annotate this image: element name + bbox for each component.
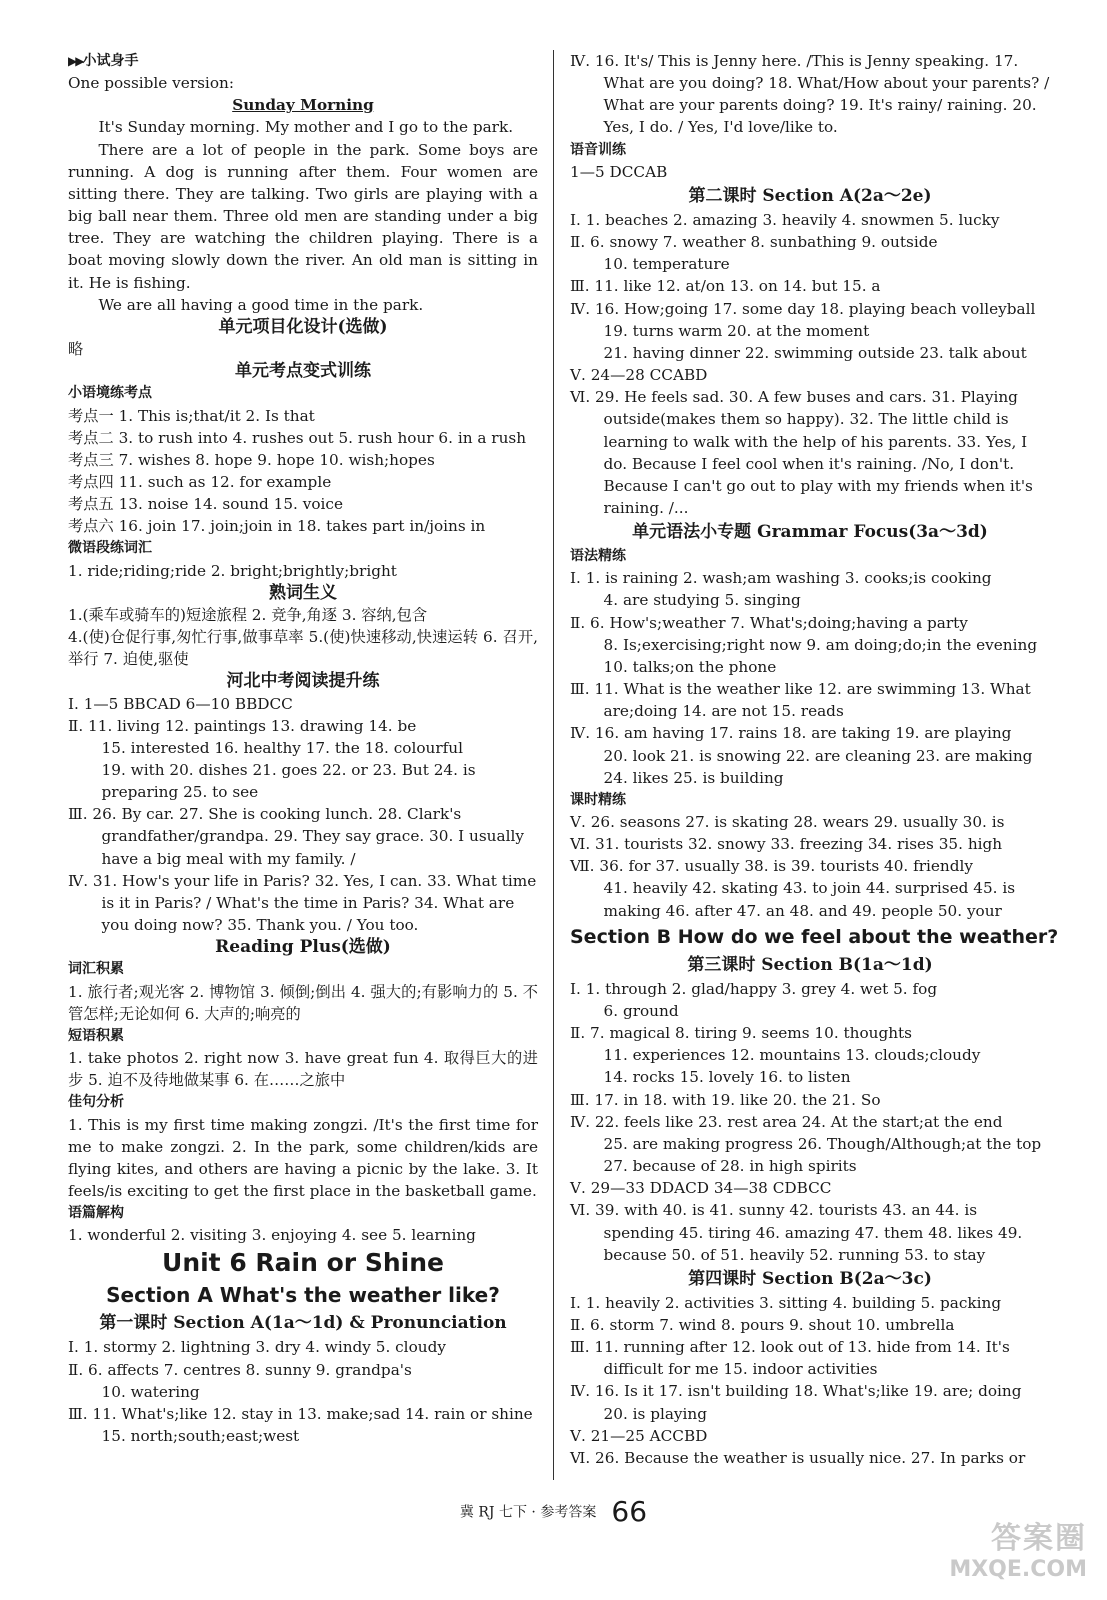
answer-line: Ⅰ. 1. beaches 2. amazing 3. heavily 4. snowmen 5. lucky — [570, 210, 1000, 229]
answer-line: Ⅴ. 24—28 CCABD — [570, 366, 708, 385]
answer-line: 4. are studying 5. singing — [603, 591, 801, 610]
answer-paragraph: 1. take photos 2. right now 3. have great fun 4. 取得巨大的进步 5. 迫不及待地做某事 6. 在……之旅中 — [68, 1049, 538, 1090]
answer-line: One possible version: — [68, 74, 234, 93]
watermark-logo — [949, 1513, 1087, 1582]
answer-line: Ⅲ. 11. What's;like 12. stay in 13. make;sad 14. rain or shine 15. north;south;east;west — [68, 1404, 533, 1446]
essay-paragraph: There are a lot of people in the park. Some boys are running. A dog is running after them. Four women are sitting there. They are talking. Two girls are playing with a big ball near them. Three old men are standing under a big tree. They are watching the children playing. There is a boat moving slowly down the river. An old man is sitting in it. He is fishing. — [68, 140, 538, 292]
answer-line: 1. wonderful 2. visiting 3. enjoying 4. see 5. learning — [68, 1226, 476, 1245]
answer-line: Ⅳ. 31. How's your life in Paris? 32. Yes, I can. 33. What time is it in Paris? / What's the time in Paris? 34. What are you doing now? 35. Thank you. / You too. — [68, 871, 537, 935]
essay-paragraph: We are all having a good time in the park. — [98, 295, 424, 314]
answer-line: 14. rocks 15. lovely 16. to listen — [603, 1068, 851, 1087]
answer-line: 6. ground — [603, 1001, 679, 1020]
answer-line: Ⅰ. 1. heavily 2. activities 3. sitting 4. building 5. packing — [570, 1293, 1002, 1312]
section-label-text: 语法精练 — [570, 548, 626, 565]
answer-line: 20. look 21. is snowing 22. are cleaning 23. are making — [603, 746, 1033, 765]
answer-line: 考点一 1. This is;that/it 2. Is that — [68, 406, 315, 425]
section-label-text: 课时精练 — [570, 791, 626, 808]
answer-line: 考点六 16. join 17. join;join in 18. takes part in/joins in — [68, 517, 486, 536]
section-heading: 单元考点变式训练 — [235, 361, 371, 382]
section-label — [68, 382, 538, 404]
answer-line: 10. watering — [101, 1382, 200, 1401]
lesson-heading: 第四课时 Section B(2a～3c) — [688, 1268, 932, 1289]
section-label — [68, 537, 538, 559]
answer-paragraph: 1. This is my first time making zongzi. /It's the first time for me to make zongzi. 2. In the park, some children/kids are flying kites, and others are having a picnic by the lake. 3. It feels/is exciting to get the first place in the basketball game. — [68, 1115, 538, 1200]
answer-line: Ⅵ. 39. with 40. is 41. sunny 42. tourists 43. an 44. is spending 45. tiring 46. amazing 47. them 48. likes 49. because 50. of 51. heavily 52. running 53. to stay — [570, 1201, 1023, 1264]
answer-line: Ⅴ. 26. seasons 27. is skating 28. wears 29. usually 30. is — [570, 813, 1005, 831]
section-label — [68, 1091, 538, 1113]
section-label — [570, 789, 1050, 811]
essay-title: Sunday Morning — [232, 96, 374, 115]
section-label — [68, 1202, 538, 1224]
answer-line: 15. interested 16. healthy 17. the 18. colourful — [101, 738, 463, 757]
section-heading: 熟词生义 — [269, 582, 337, 603]
answer-line: 19. with 20. dishes 21. goes 22. or 23. But 24. is preparing 25. to see — [101, 761, 476, 802]
answer-line: Ⅳ. 16. am having 17. rains 18. are taking 19. are playing — [570, 724, 1012, 743]
answer-line: Ⅵ. 26. Because the weather is usually nice. 27. In parks or — [570, 1448, 1026, 1467]
answer-line: Ⅰ. 1. through 2. glad/happy 3. grey 4. wet 5. fog — [570, 979, 938, 998]
answer-line: Ⅱ. 7. magical 8. tiring 9. seems 10. thoughts — [570, 1024, 913, 1043]
answer-line: 1. ride;riding;ride 2. bright;brightly;bright — [68, 561, 397, 580]
answer-line: 21. having dinner 22. swimming outside 23. talk about — [603, 343, 1027, 362]
answer-line: Ⅳ. 16. Is it 17. isn't building 18. What's;like 19. are; doing 20. is playing — [570, 1382, 1022, 1423]
watermark-line1: 答案圈 — [991, 1521, 1087, 1556]
section-label-text: 语音训练 — [570, 141, 626, 158]
section-label — [570, 545, 1050, 567]
lesson-heading: 第一课时 Section A(1a～1d) & Pronunciation — [99, 1313, 507, 1334]
answer-line: 10. talks;on the phone — [603, 657, 777, 676]
answer-line: Ⅴ. 29—33 DDACD 34—38 CDBCC — [570, 1179, 832, 1198]
section-heading: 单元项目化设计(选做) — [218, 316, 388, 337]
answer-line: Ⅳ. 22. feels like 23. rest area 24. At the start;at the end — [570, 1112, 1003, 1131]
answer-paragraph: 4.(使)仓促行事,匆忙行事,做事草率 5.(使)快速移动,快速运转 6. 召开,举行 7. 迫使,驱使 — [68, 628, 538, 669]
answer-line: 10. temperature — [603, 255, 730, 274]
answer-line: Ⅱ. 6. How's;weather 7. What's;doing;having a party — [570, 613, 968, 632]
section-heading: Reading Plus(选做) — [215, 937, 391, 958]
answer-paragraph: 1. 旅行者;观光客 2. 博物馆 3. 倾倒;倒出 4. 强大的;有影响力的 5. 不管怎样;无论如何 6. 大声的;响亮的 — [68, 982, 538, 1023]
answer-line: Ⅱ. 6. storm 7. wind 8. pours 9. shout 10. umbrella — [570, 1315, 955, 1334]
answer-line: 考点二 3. to rush into 4. rushes out 5. rush hour 6. in a rush — [68, 428, 527, 447]
section-label — [68, 958, 538, 980]
answer-line: 11. experiences 12. mountains 13. clouds;cloudy — [603, 1046, 981, 1065]
answer-line: Ⅱ. 11. living 12. paintings 13. drawing 14. be — [68, 716, 417, 735]
answer-line: Ⅳ. 16. It's/ This is Jenny here. /This is Jenny speaking. 17. What are you doing? 18. What/How about your parents? / What are your parents doing? 19. It's rainy/ raining. 20. Yes, I do. / Yes, I'd love/like to. — [570, 52, 1050, 137]
section-label — [570, 139, 1050, 161]
answer-line: Ⅱ. 6. affects 7. centres 8. sunny 9. grandpa's — [68, 1360, 412, 1379]
answer-line: 考点五 13. noise 14. sound 15. voice — [68, 495, 343, 514]
page-number: 66 — [611, 1495, 648, 1528]
column-divider — [553, 50, 554, 1480]
answer-line: Ⅱ. 6. snowy 7. weather 8. sunbathing 9. outside — [570, 233, 938, 252]
answer-line: Ⅰ. 1—5 BBCAD 6—10 BBDCC — [68, 694, 293, 713]
answer-line: 略 — [68, 340, 84, 359]
answer-line: Ⅵ. 31. tourists 32. snowy 33. freezing 34. rises 35. high — [570, 835, 1003, 854]
footer-text: 冀 RJ 七下 · 参考答案 — [459, 1504, 597, 1521]
section-title: Section A What's the weather like? — [106, 1283, 500, 1308]
answer-line: Ⅲ. 11. like 12. at/on 13. on 14. but 15. a — [570, 277, 881, 296]
answer-line: 8. Is;exercising;right now 9. am doing;do;in the evening — [603, 635, 1038, 654]
answer-line: Ⅶ. 36. for 37. usually 38. is 39. tourists 40. friendly — [570, 857, 974, 876]
answer-line: Ⅲ. 11. running after 12. look out of 13. hide from 14. It's difficult for me 15. indoor activities — [570, 1338, 1010, 1379]
section-title: Section B How do we feel about the weather? — [570, 925, 1059, 948]
right-column — [570, 50, 1059, 1469]
section-label-text: 小语境练考点 — [68, 385, 152, 402]
answer-line: Ⅳ. 16. How;going 17. some day 18. playing beach volleyball 19. turns warm 20. at the moment — [570, 299, 1036, 340]
arrow-icon: ▶▶ — [68, 54, 83, 68]
answer-line: Ⅰ. 1. stormy 2. lightning 3. dry 4. windy 5. cloudy — [68, 1338, 446, 1357]
lesson-heading: 第二课时 Section A(2a～2e) — [688, 185, 932, 206]
answer-line: Ⅰ. 1. is raining 2. wash;am washing 3. cooks;is cooking — [570, 569, 992, 588]
section-label — [68, 50, 538, 72]
answer-line: Ⅲ. 11. What is the weather like 12. are swimming 13. What are;doing 14. are not 15. reads — [570, 680, 1031, 721]
section-heading: 河北中考阅读提升练 — [226, 671, 380, 692]
section-label-text: 小试身手 — [82, 53, 139, 69]
section-label-text: 短语积累 — [68, 1027, 124, 1044]
section-label-text: 语篇解构 — [68, 1205, 124, 1222]
essay-paragraph: It's Sunday morning. My mother and I go to the park. — [98, 118, 514, 137]
answer-line: 41. heavily 42. skating 43. to join 44. surprised 45. is making 46. after 47. an 48. and 49. people 50. your — [603, 879, 1016, 920]
answer-line: 考点四 11. such as 12. for example — [68, 472, 332, 491]
answer-line: Ⅲ. 26. By car. 27. She is cooking lunch. 28. Clark's grandfather/grandpa. 29. They say grace. 30. I usually have a big meal with my family. / — [68, 805, 524, 868]
answer-line: Ⅵ. 29. He feels sad. 30. A few buses and cars. 31. Playing outside(makes them so happy). 32. The little child is learning to walk with the help of his parents. 33. Yes, I do. Because I feel cool when it's raining. /No, I don't. Because I can't go out to play with my friends when it's raining. /... — [570, 388, 1033, 517]
answer-line: 27. because of 28. in high spirits — [603, 1157, 857, 1176]
left-column — [68, 50, 538, 1447]
page-footer — [0, 1495, 1107, 1528]
lesson-heading: 第三课时 Section B(1a～1d) — [687, 954, 933, 975]
answer-line: 24. likes 25. is building — [603, 768, 784, 787]
section-label-text: 佳句分析 — [68, 1094, 124, 1111]
answer-line: 考点三 7. wishes 8. hope 9. hope 10. wish;hopes — [68, 450, 435, 469]
watermark-line2: MXQE.COM — [949, 1557, 1087, 1582]
section-label — [68, 1025, 538, 1047]
lesson-heading: 单元语法小专题 Grammar Focus(3a～3d) — [632, 522, 988, 543]
answer-line: 25. are making progress 26. Though/Although;at the top — [603, 1134, 1042, 1153]
answer-paragraph: 1.(乘车或骑车的)短途旅程 2. 竞争,角逐 3. 容纳,包含 — [68, 605, 428, 624]
answer-line: 1—5 DCCAB — [570, 162, 668, 181]
section-label-text: 微语段练词汇 — [68, 540, 152, 557]
unit-title: Unit 6 Rain or Shine — [162, 1248, 444, 1278]
answer-line: Ⅲ. 17. in 18. with 19. like 20. the 21. So — [570, 1090, 881, 1109]
section-label-text: 词汇积累 — [68, 961, 124, 978]
answer-line: Ⅴ. 21—25 ACCBD — [570, 1426, 708, 1445]
